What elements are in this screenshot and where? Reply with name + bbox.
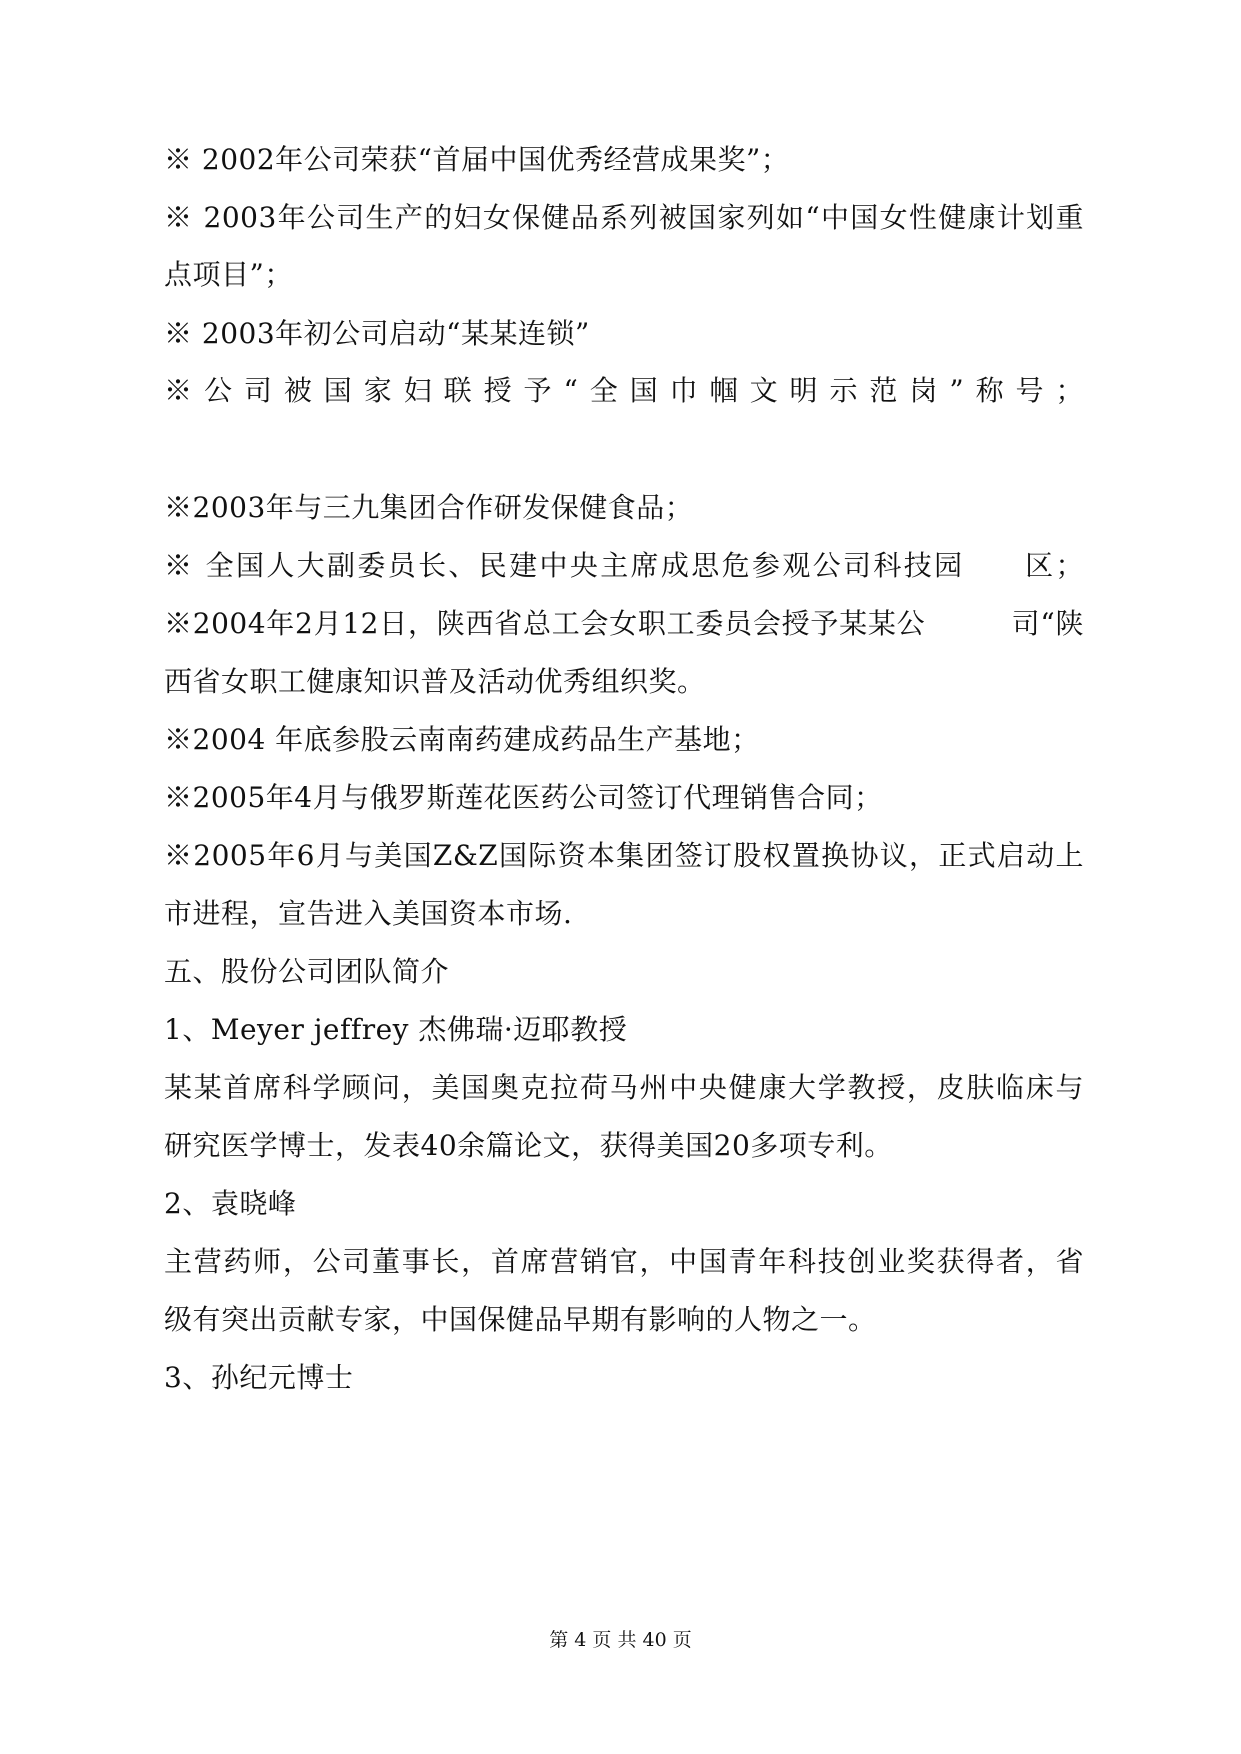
yunnan-investment-2004: ※2004 年底参股云南南药建成药品生产基地； xyxy=(164,723,760,756)
member-3-name: 3、孙纪元博士 xyxy=(164,1361,354,1394)
section-heading-team: 五、股份公司团队简介 xyxy=(164,955,450,988)
award-2004-line-2: 西省女职工健康知识普及活动优秀组织奖。 xyxy=(164,665,706,698)
award-2004-line-1: ※2004年2月12日，陕西省总工会女职工委员会授予某某公 司“陕 xyxy=(164,607,1084,640)
zz-agreement-line-1: ※2005年6月与美国Z&Z国际资本集团签订股权置换协议，正式启动上 xyxy=(164,839,1084,872)
member-1-desc-line-2: 研究医学博士，发表40余篇论文，获得美国20多项专利。 xyxy=(164,1129,893,1162)
award-2002: ※ 2002年公司荣获“首届中国优秀经营成果奖”； xyxy=(164,143,790,176)
member-1-name: 1、Meyer jeffrey 杰佛瑞·迈耶教授 xyxy=(164,1013,628,1046)
page-number-footer: 第 4 页 共 40 页 xyxy=(549,1629,692,1651)
member-2-desc-line-1: 主营药师，公司董事长，首席营销官，中国青年科技创业奖获得者，省 xyxy=(164,1245,1084,1278)
member-2-desc-line-2: 级有突出贡献专家，中国保健品早期有影响的人物之一。 xyxy=(164,1303,877,1336)
sanjiu-cooperation-2003: ※2003年与三九集团合作研发保健食品； xyxy=(164,491,694,524)
womens-federation-honor: ※公司被国家妇联授予“全国巾帼文明示范岗”称号； xyxy=(164,374,1084,407)
vip-visit: ※ 全国人大副委员长、民建中央主席成思危参观公司科技园 区； xyxy=(164,549,1084,582)
zz-agreement-line-2: 市进程，宣告进入美国资本市场. xyxy=(164,897,573,930)
award-2003-line-1: ※ 2003年公司生产的妇女保健品系列被国家列如“中国女性健康计划重 xyxy=(164,201,1084,234)
russia-contract-2005: ※2005年4月与俄罗斯莲花医药公司签订代理销售合同； xyxy=(164,781,883,814)
award-2003-line-2: 点项目”； xyxy=(164,258,293,291)
member-1-desc-line-1: 某某首席科学顾问，美国奥克拉荷马州中央健康大学教授，皮肤临床与 xyxy=(164,1071,1084,1104)
member-2-name: 2、袁晓峰 xyxy=(164,1187,297,1220)
chain-launch-2003: ※ 2003年初公司启动“某某连锁” xyxy=(164,317,590,350)
